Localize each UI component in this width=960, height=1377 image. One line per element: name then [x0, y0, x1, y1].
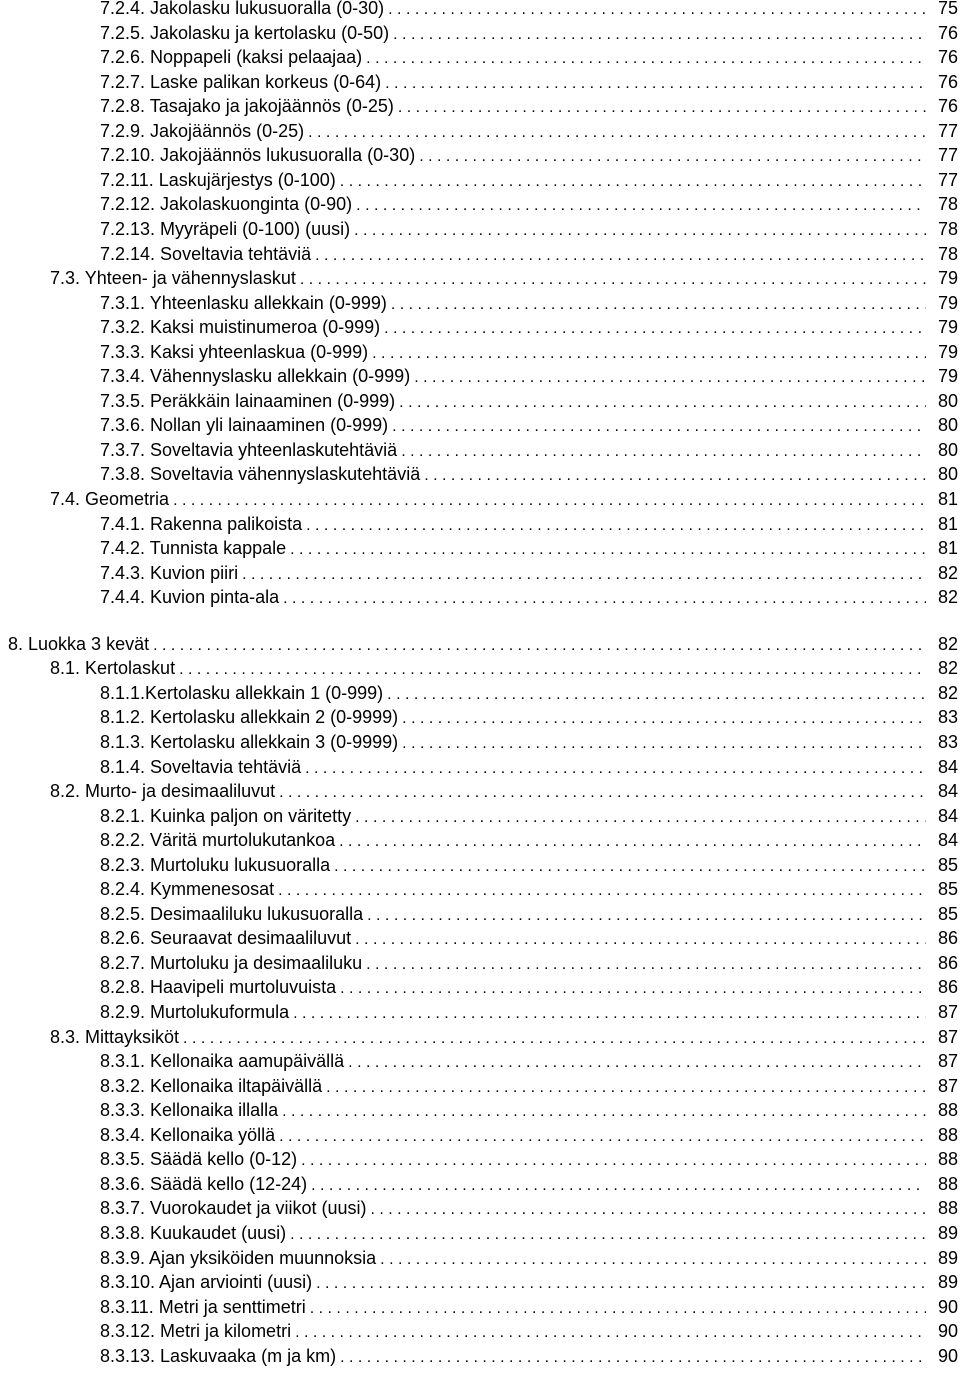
toc-page-number: 85: [937, 854, 958, 875]
toc-entry-title: 7.3.3. Kaksi yhteenlaskua (0-999): [100, 341, 369, 362]
toc-entry-title: 7.2.4. Jakolasku lukusuoralla (0-30): [100, 0, 385, 18]
toc-entry[interactable]: [0, 21, 960, 46]
toc-page-number: 89: [937, 1247, 958, 1268]
toc-entry-title: 7.3.7. Soveltavia yhteenlaskutehtäviä: [100, 439, 398, 460]
toc-entry[interactable]: [0, 561, 960, 586]
toc-entry-title: 7.4.1. Rakenna palikoista: [100, 513, 303, 534]
toc-entry-title: 7.2.5. Jakolasku ja kertolasku (0-50): [100, 22, 390, 43]
toc-entry[interactable]: [0, 828, 960, 853]
toc-entry-title: 7.2.6. Noppapeli (kaksi pelaajaa): [100, 47, 363, 68]
toc-dot-leader: [414, 366, 926, 391]
toc-entry[interactable]: [0, 705, 960, 730]
toc-page-number: 82: [937, 587, 958, 608]
toc-page-number: 80: [937, 439, 958, 460]
toc-dot-leader: [153, 634, 926, 659]
toc-entry-title: 8.2. Murto- ja desimaaliluvut: [50, 781, 276, 802]
toc-dot-leader: [372, 342, 926, 367]
toc-entry-title: 8.1.1.Kertolasku allekkain 1 (0-999): [100, 682, 384, 703]
toc-page-number: 87: [937, 1075, 958, 1096]
toc-entry[interactable]: [0, 926, 960, 951]
toc-entry-title: 8.2.3. Murtoluku lukusuoralla: [100, 854, 331, 875]
toc-entry-title: 7.2.11. Laskujärjestys (0-100): [100, 169, 336, 190]
toc-entry-title: 8.3.8. Kuukaudet (uusi): [100, 1222, 287, 1243]
toc-page-number: 79: [937, 317, 958, 338]
toc-page-number: 90: [937, 1296, 958, 1317]
toc-entry[interactable]: [0, 0, 960, 21]
toc-dot-leader: [315, 244, 926, 269]
toc-entry-title: 8.3.11. Metri ja senttimetri: [100, 1296, 306, 1317]
toc-entry-title: 7.3. Yhteen- ja vähennyslaskut: [50, 268, 296, 289]
toc-page-number: 81: [937, 538, 958, 559]
toc-entry[interactable]: [0, 656, 960, 681]
toc-dot-leader: [295, 1321, 926, 1346]
toc-entry-title: 8. Luokka 3 kevät: [8, 633, 150, 654]
toc-dot-leader: [279, 1125, 926, 1150]
toc-dot-leader: [310, 1297, 926, 1322]
toc-entry[interactable]: [0, 438, 960, 463]
toc-entry-title: 7.4.2. Tunnista kappale: [100, 538, 287, 559]
toc-page-number: 86: [937, 977, 958, 998]
toc-page-number: 88: [937, 1149, 958, 1170]
toc-page-number: 87: [937, 1026, 958, 1047]
toc-dot-leader: [419, 145, 926, 170]
toc-entry-title: 8.2.7. Murtoluku ja desimaaliluku: [100, 952, 363, 973]
toc-entry[interactable]: [0, 853, 960, 878]
toc-entry-title: 8.3. Mittayksiköt: [50, 1026, 180, 1047]
toc-page-number: 76: [937, 47, 958, 68]
toc-dot-leader: [391, 293, 926, 318]
toc-page-number: 78: [937, 218, 958, 239]
toc-dot-leader: [290, 1223, 926, 1248]
toc-page-number: 80: [937, 464, 958, 485]
toc-page-number: 79: [937, 292, 958, 313]
toc-dot-leader: [424, 464, 926, 489]
toc-entry[interactable]: [0, 755, 960, 780]
toc-entry-title: 7.2.10. Jakojäännös lukusuoralla (0-30): [100, 145, 416, 166]
toc-page-number: 88: [937, 1173, 958, 1194]
toc-entry[interactable]: [0, 70, 960, 95]
toc-entry[interactable]: [0, 779, 960, 804]
toc-dot-leader: [305, 757, 926, 782]
toc-dot-leader: [387, 683, 926, 708]
toc-entry-title: 7.3.6. Nollan yli lainaaminen (0-999): [100, 415, 389, 436]
toc-page-number: 87: [937, 1051, 958, 1072]
toc-entry-title: 7.3.2. Kaksi muistinumeroa (0-999): [100, 317, 381, 338]
toc-dot-leader: [355, 928, 926, 953]
toc-entry[interactable]: [0, 512, 960, 537]
toc-dot-leader: [393, 23, 926, 48]
toc-entry-title: 8.3.6. Säädä kello (12-24): [100, 1173, 308, 1194]
toc-page-number: 83: [937, 707, 958, 728]
toc-entry[interactable]: [0, 1196, 960, 1221]
toc-page-number: 80: [937, 415, 958, 436]
toc-page-number: 84: [937, 830, 958, 851]
toc-page-number: 86: [937, 952, 958, 973]
toc-page-number: 82: [937, 658, 958, 679]
toc-page-number: 82: [937, 633, 958, 654]
toc-entry[interactable]: [0, 119, 960, 144]
toc-page-number: 89: [937, 1272, 958, 1293]
toc-entry-title: 8.2.9. Murtolukuformula: [100, 1002, 290, 1022]
toc-entry[interactable]: [0, 487, 960, 512]
toc-entry[interactable]: [0, 1295, 960, 1320]
toc-page-number: 84: [937, 781, 958, 802]
toc-dot-leader: [334, 855, 926, 880]
toc-page-number: 90: [937, 1321, 958, 1342]
toc-entry[interactable]: [0, 902, 960, 927]
toc-dot-leader: [283, 587, 926, 612]
toc-page-number: 82: [937, 562, 958, 583]
toc-page-number: 87: [937, 1002, 958, 1022]
toc-dot-leader: [366, 47, 926, 72]
toc-page-number: 89: [937, 1222, 958, 1243]
toc-page-number: 75: [937, 0, 958, 18]
toc-page-number: 79: [937, 366, 958, 387]
toc-dot-leader: [370, 1198, 926, 1223]
toc-entry[interactable]: [0, 1246, 960, 1271]
toc-dot-leader: [398, 96, 926, 121]
toc-dot-leader: [399, 391, 926, 416]
toc-page-number: 82: [937, 682, 958, 703]
toc-dot-leader: [179, 658, 926, 683]
toc-dot-leader: [242, 563, 926, 588]
toc-entry-title: 7.2.8. Tasajako ja jakojäännös (0-25): [100, 96, 394, 117]
toc-page-number: 85: [937, 879, 958, 900]
toc-entry[interactable]: [0, 45, 960, 70]
toc-entry[interactable]: [0, 340, 960, 365]
toc-dot-leader: [293, 1002, 926, 1027]
toc-entry[interactable]: [0, 462, 960, 487]
toc-page-number: 78: [937, 243, 958, 264]
toc-dot-leader: [348, 1051, 926, 1076]
toc-page-number: 83: [937, 731, 958, 752]
toc-entry[interactable]: [0, 192, 960, 217]
toc-entry-title: 8.3.7. Vuorokaudet ja viikot (uusi): [100, 1198, 367, 1219]
toc-dot-leader: [356, 194, 926, 219]
toc-entry-title: 8.2.4. Kymmenesosat: [100, 879, 275, 900]
toc-dot-leader: [385, 72, 926, 97]
toc-page-number: 77: [937, 169, 958, 190]
toc-page-number: 76: [937, 22, 958, 43]
toc-entry[interactable]: [0, 315, 960, 340]
toc-dot-leader: [282, 1100, 926, 1125]
toc-page-number: 81: [937, 513, 958, 534]
toc-entry-title: 7.3.4. Vähennyslasku allekkain (0-999): [100, 366, 411, 387]
toc-entry[interactable]: [0, 730, 960, 755]
toc-dot-leader: [355, 806, 926, 831]
toc-dot-leader: [173, 489, 926, 514]
toc-dot-leader: [311, 1174, 926, 1199]
toc-page-number: 80: [937, 390, 958, 411]
toc-page-number: 90: [937, 1345, 958, 1366]
toc-page-number: 88: [937, 1198, 958, 1219]
toc-entry[interactable]: [0, 1147, 960, 1172]
toc-entry-title: 7.2.7. Laske palikan korkeus (0-64): [100, 71, 382, 92]
toc-entry[interactable]: [0, 681, 960, 706]
toc-entry[interactable]: [0, 1221, 960, 1246]
toc-entry[interactable]: [0, 1074, 960, 1099]
toc-entry-title: 7.4.3. Kuvion piiri: [100, 562, 239, 583]
toc-page-number: 77: [937, 145, 958, 166]
toc-entry-title: 7.2.14. Soveltavia tehtäviä: [100, 243, 312, 264]
toc-dot-leader: [340, 170, 926, 195]
toc-dot-leader: [340, 1346, 926, 1371]
toc-entry[interactable]: [0, 536, 960, 561]
toc-dot-leader: [354, 219, 926, 244]
toc-entry[interactable]: [0, 168, 960, 193]
toc-entry[interactable]: [0, 1025, 960, 1050]
toc-entry[interactable]: [0, 1344, 960, 1369]
toc-dot-leader: [290, 538, 926, 563]
toc-entry-title: 8.2.1. Kuinka paljon on väritetty: [100, 805, 352, 826]
toc-entry-title: 8.3.10. Ajan arviointi (uusi): [100, 1272, 313, 1293]
toc-entry-title: 7.2.9. Jakojäännös (0-25): [100, 120, 305, 141]
toc-entry-title: 8.3.5. Säädä kello (0-12): [100, 1149, 298, 1170]
toc-page-number: 88: [937, 1124, 958, 1145]
toc-entry[interactable]: [0, 389, 960, 414]
toc-entry-title: 8.2.6. Seuraavat desimaaliluvut: [100, 928, 352, 949]
toc-entry-title: 8.3.2. Kellonaika iltapäivällä: [100, 1075, 323, 1096]
toc-entry[interactable]: [0, 143, 960, 168]
toc-entry-title: 8.2.8. Haavipeli murtoluvuista: [100, 977, 337, 998]
toc-dot-leader: [402, 732, 926, 757]
toc-entry-title: 7.2.12. Jakolaskuonginta (0-90): [100, 194, 353, 215]
toc-entry[interactable]: [0, 1049, 960, 1074]
toc-dot-leader: [300, 268, 926, 293]
toc-dot-leader: [308, 121, 926, 146]
toc-entry-title: 8.3.3. Kellonaika illalla: [100, 1100, 279, 1121]
toc-entry-title: 8.3.13. Laskuvaaka (m ja km): [100, 1345, 337, 1366]
toc-page-number: 76: [937, 71, 958, 92]
toc-dot-leader: [392, 415, 926, 440]
toc-entry-title: 8.2.5. Desimaaliluku lukusuoralla: [100, 903, 364, 924]
toc-entry[interactable]: [0, 1123, 960, 1148]
toc-entry-title: 8.3.12. Metri ja kilometri: [100, 1321, 292, 1342]
toc-entry[interactable]: [0, 242, 960, 267]
toc-entry[interactable]: [0, 877, 960, 902]
toc-dot-leader: [316, 1272, 926, 1297]
toc-page-number: 81: [937, 489, 958, 509]
toc-entry[interactable]: [0, 1319, 960, 1344]
toc-entry[interactable]: [0, 1270, 960, 1295]
toc-page-number: 77: [937, 120, 958, 141]
toc-entry[interactable]: [0, 1000, 960, 1025]
toc-entry[interactable]: [0, 1098, 960, 1123]
toc-entry[interactable]: [0, 364, 960, 389]
toc-entry-title: 8.1. Kertolaskut: [50, 658, 176, 679]
toc-entry[interactable]: [0, 585, 960, 610]
toc-entry-title: 8.3.4. Kellonaika yöllä: [100, 1124, 276, 1145]
toc-dot-leader: [367, 904, 926, 929]
toc-page-number: 84: [937, 805, 958, 826]
toc-dot-leader: [340, 977, 926, 1002]
toc-dot-leader: [301, 1149, 926, 1174]
toc-entry[interactable]: [0, 291, 960, 316]
toc-entry-title: 7.3.1. Yhteenlasku allekkain (0-999): [100, 292, 387, 313]
toc-dot-leader: [339, 830, 926, 855]
toc-page-number: 86: [937, 928, 958, 949]
toc-entry-title: 7.4.4. Kuvion pinta-ala: [100, 587, 280, 608]
toc-dot-leader: [306, 514, 926, 539]
toc-entry-title: 7.3.5. Peräkkäin lainaaminen (0-999): [100, 390, 396, 411]
toc-page-number: 85: [937, 903, 958, 924]
toc-entry-title: 7.4. Geometria: [50, 489, 170, 509]
toc-page-number: 84: [937, 756, 958, 777]
toc-entry[interactable]: [0, 804, 960, 829]
toc-dot-leader: [384, 317, 926, 342]
toc-entry-title: 8.1.4. Soveltavia tehtäviä: [100, 756, 302, 777]
toc-page-number: 79: [937, 268, 958, 289]
toc-dot-leader: [366, 953, 926, 978]
toc-dot-leader: [380, 1248, 926, 1273]
toc-entry-title: 8.3.1. Kellonaika aamupäivällä: [100, 1051, 345, 1072]
toc-entry[interactable]: [0, 975, 960, 1000]
toc-page-number: 78: [937, 194, 958, 215]
toc-entry[interactable]: [0, 413, 960, 438]
toc-entry-title: 8.3.9. Ajan yksiköiden muunnoksia: [100, 1247, 377, 1268]
toc-entry[interactable]: [0, 266, 960, 291]
toc-page-number: 79: [937, 341, 958, 362]
toc-entry[interactable]: [0, 94, 960, 119]
toc-entry[interactable]: [0, 951, 960, 976]
toc-dot-leader: [401, 440, 926, 465]
toc-dot-leader: [388, 0, 926, 23]
toc-page-number: 88: [937, 1100, 958, 1121]
toc-entry-title: 7.3.8. Soveltavia vähennyslaskutehtäviä: [100, 464, 421, 485]
toc-dot-leader: [279, 781, 926, 806]
toc-dot-leader: [402, 707, 926, 732]
toc-entry[interactable]: [0, 632, 960, 657]
toc-entry-title: 7.2.13. Myyräpeli (0-100) (uusi): [100, 218, 351, 239]
toc-dot-leader: [183, 1027, 926, 1052]
toc-entry-title: 8.1.3. Kertolasku allekkain 3 (0-9999): [100, 731, 399, 752]
toc-dot-leader: [278, 879, 926, 904]
toc-dot-leader: [326, 1076, 926, 1101]
toc-page-number: 76: [937, 96, 958, 117]
toc-entry-title: 8.2.2. Väritä murtolukutankoa: [100, 830, 336, 851]
toc-entry[interactable]: [0, 217, 960, 242]
toc-entry-title: 8.1.2. Kertolasku allekkain 2 (0-9999): [100, 707, 399, 728]
toc-entry[interactable]: [0, 1172, 960, 1197]
